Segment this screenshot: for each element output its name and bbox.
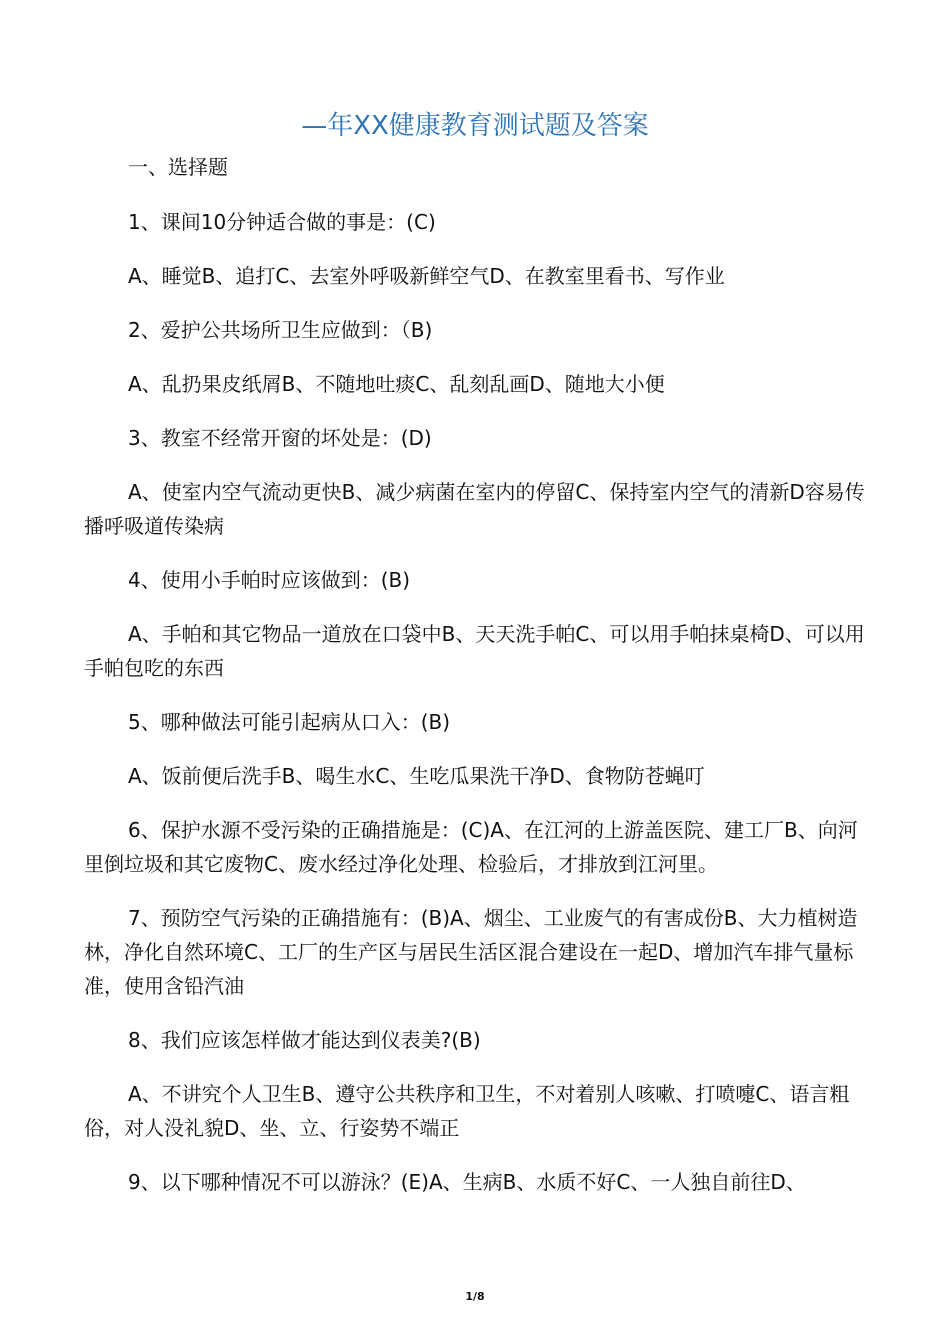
question-9: 9、以下哪种情况不可以游泳？(E)A、生病B、水质不好C、一人独自前往D、 [128, 1170, 806, 1194]
question-4-options: A、手帕和其它物品一道放在口袋中B、天天洗手帕C、可以用手帕抹桌椅D、可以用手帕包吃的东西 [84, 622, 865, 680]
page-number: 1/8 [465, 1290, 485, 1303]
question-8: 8、我们应该怎样做才能达到仪表美?(B) [128, 1028, 481, 1052]
question-1: 1、课间10分钟适合做的事是：(C) [128, 210, 436, 234]
question-8-options: A、不讲究个人卫生B、遵守公共秩序和卫生，不对着别人咳嗽、打喷嚏C、语言粗俗，对人没礼貌D、坐、立、行姿势不端正 [84, 1082, 850, 1140]
question-5-options: A、饭前便后洗手B、喝生水C、生吃瓜果洗干净D、食物防苍蝇叮 [128, 764, 705, 788]
question-4: 4、使用小手帕时应该做到：(B) [128, 568, 411, 592]
section-heading: 一、选择题 [128, 155, 228, 179]
question-3-options: A、使室内空气流动更快B、减少病菌在室内的停留C、保持室内空气的清新D容易传播呼吸道传染病 [84, 480, 865, 538]
question-3: 3、教室不经常开窗的坏处是：(D) [128, 426, 432, 450]
document-title: —年XX健康教育测试题及答案 [301, 111, 649, 141]
question-7: 7、预防空气污染的正确措施有：(B)A、烟尘、工业废气的有害成份B、大力植树造林，净化自然环境C、工厂的生产区与居民生活区混合建设在一起D、增加汽车排气量标准，使用含铅汽油 [84, 906, 858, 998]
question-list [84, 205, 876, 1219]
question-1-options: A、睡觉B、追打C、去室外呼吸新鲜空气D、在教室里看书、写作业 [128, 264, 725, 288]
question-2: 2、爱护公共场所卫生应做到：（B) [128, 318, 433, 342]
question-2-options: A、乱扔果皮纸屑B、不随地吐痰C、乱刻乱画D、随地大小便 [128, 372, 665, 396]
question-5: 5、哪种做法可能引起病从口入：(B) [128, 710, 451, 734]
question-6: 6、保护水源不受污染的正确措施是：(C)A、在江河的上游盖医院、建工厂B、向河里倒垃圾和其它废物C、废水经过净化处理、检验后，才排放到江河里。 [84, 818, 858, 876]
